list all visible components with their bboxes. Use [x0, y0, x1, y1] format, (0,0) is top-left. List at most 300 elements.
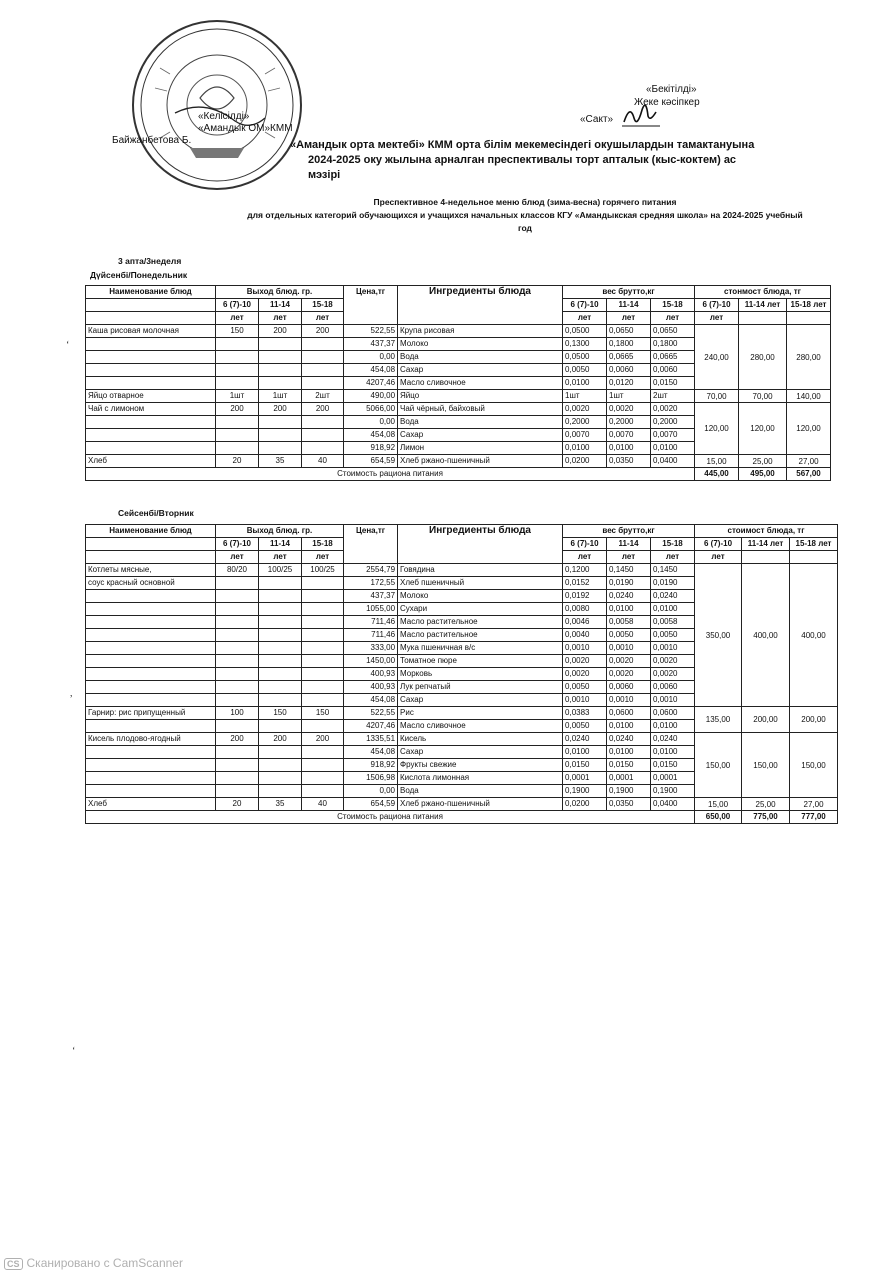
dish-cost-cell: 150,00 — [695, 733, 742, 798]
total-cost-cell: 445,00 — [695, 468, 739, 481]
table-row — [86, 325, 831, 338]
col-price-header — [344, 286, 398, 325]
price-cell: 454,08 — [344, 746, 398, 759]
price-cell: 1335,51 — [344, 733, 398, 746]
yield-cell: 150 — [259, 707, 302, 720]
gross-weight-cell: 0,0010 — [607, 694, 651, 707]
price-cell: 918,92 — [344, 442, 398, 455]
ingredient-cell: Томатное пюре — [398, 655, 563, 668]
yield-cell — [302, 746, 344, 759]
gross-weight-cell: 0,0050 — [607, 629, 651, 642]
gross-weight-cell: 0,0240 — [607, 590, 651, 603]
yield-cell: 200 — [216, 403, 259, 416]
dish-cost-cell: 70,00 — [739, 390, 787, 403]
yield-cell: 200 — [259, 403, 302, 416]
ingredient-cell: Сахар — [398, 694, 563, 707]
yield-cell — [216, 377, 259, 390]
yield-cell — [302, 668, 344, 681]
ingredient-cell: Хлеб пшеничный — [398, 577, 563, 590]
ingredient-cell: Рис — [398, 707, 563, 720]
ingredient-cell: Хлеб ржано-пшеничный — [398, 798, 563, 811]
gross-weight-cell: 0,2000 — [651, 416, 695, 429]
dish-cost-cell: 200,00 — [790, 707, 838, 733]
price-cell: 454,08 — [344, 694, 398, 707]
price-cell: 4207,46 — [344, 720, 398, 733]
gross-weight-cell: 0,0600 — [651, 707, 695, 720]
agreed-block — [112, 111, 293, 147]
gross-weight-cell: 0,0020 — [563, 668, 607, 681]
total-row — [86, 468, 831, 481]
gross-weight-cell: 0,0001 — [563, 772, 607, 785]
yield-cell — [259, 746, 302, 759]
price-cell: 0,00 — [344, 416, 398, 429]
price-cell: 400,93 — [344, 681, 398, 694]
gross-weight-cell: 0,0060 — [651, 364, 695, 377]
yield-cell — [216, 759, 259, 772]
kazakh-title-line-1: «Амандык орта мектебi» КММ орта бiлiм мекемесiндегi окушылардын тамактануына — [290, 139, 755, 151]
dish-name-cell: соус красный основной — [86, 577, 216, 590]
gross-weight-cell: 0,0100 — [607, 720, 651, 733]
dish-name-cell — [86, 759, 216, 772]
week-label: 3 апта/3неделя — [118, 256, 182, 266]
gross-weight-cell: 0,0020 — [651, 403, 695, 416]
gross-weight-cell: 0,0665 — [607, 351, 651, 364]
total-cost-cell: 777,00 — [790, 811, 838, 824]
dish-name-cell: Кисель плодово-ягодный — [86, 733, 216, 746]
yield-cell — [302, 616, 344, 629]
ingredient-cell: Кислота лимонная — [398, 772, 563, 785]
gross-weight-cell: 0,0060 — [607, 681, 651, 694]
gross-weight-cell: 0,2000 — [563, 416, 607, 429]
dish-name-cell — [86, 429, 216, 442]
yield-cell — [216, 681, 259, 694]
gross-weight-cell: 0,1900 — [563, 785, 607, 798]
gross-weight-cell: 0,1900 — [651, 785, 695, 798]
table-row — [86, 733, 838, 746]
russian-title — [210, 196, 840, 235]
gross-weight-cell: 0,1200 — [563, 564, 607, 577]
gross-weight-cell: 0,1450 — [651, 564, 695, 577]
scan-mark: , — [70, 688, 73, 699]
gross-weight-cell: 0,0650 — [607, 325, 651, 338]
total-cost-cell: 495,00 — [739, 468, 787, 481]
gross-weight-cell: 0,0058 — [651, 616, 695, 629]
kazakh-title — [290, 138, 760, 183]
yield-cell — [216, 577, 259, 590]
russian-title-line-1: Преспективное 4-недельное меню блюд (зима-весна) горячего питания — [373, 197, 677, 207]
yield-cell — [259, 681, 302, 694]
gross-weight-cell: 0,0100 — [651, 746, 695, 759]
empty-cell — [742, 551, 790, 564]
col-yield-header: Выход блюд. гр. — [216, 286, 344, 299]
monday-menu-table — [85, 285, 831, 481]
yield-cell: 200 — [216, 733, 259, 746]
yield-cell — [216, 429, 259, 442]
gross-weight-cell: 0,0060 — [607, 364, 651, 377]
age-15-18: 15-18 — [302, 538, 344, 551]
yield-cell — [259, 668, 302, 681]
yield-cell — [259, 785, 302, 798]
yield-cell: 200 — [259, 325, 302, 338]
tuesday-label: Сейсенбi/Вторник — [118, 508, 194, 518]
gross-weight-cell: 0,0001 — [607, 772, 651, 785]
yield-cell — [216, 668, 259, 681]
gross-weight-cell: 0,0500 — [563, 351, 607, 364]
cost-age-15-18: 15-18 лет — [790, 538, 838, 551]
tuesday-table-body — [86, 525, 838, 824]
col-ingredients-header — [398, 525, 563, 564]
yield-cell: 1шт — [216, 390, 259, 403]
price-cell: 0,00 — [344, 351, 398, 364]
dish-cost-cell: 120,00 — [739, 403, 787, 455]
gross-weight-cell: 0,1800 — [651, 338, 695, 351]
yield-cell — [259, 720, 302, 733]
gross-weight-cell: 0,2000 — [607, 416, 651, 429]
gross-weight-cell: 0,0020 — [607, 403, 651, 416]
yield-cell — [216, 694, 259, 707]
dish-name-cell — [86, 629, 216, 642]
yield-cell — [302, 364, 344, 377]
dish-name-cell — [86, 668, 216, 681]
cost-age-15-18: 15-18 лет — [787, 299, 831, 312]
yield-cell — [302, 759, 344, 772]
yield-cell — [216, 590, 259, 603]
gross-weight-cell: 0,0070 — [563, 429, 607, 442]
empty-cell — [86, 312, 216, 325]
total-label: Стоимость рациона питания — [86, 468, 695, 481]
dish-cost-cell: 25,00 — [739, 455, 787, 468]
dish-name-cell — [86, 642, 216, 655]
ingredient-cell: Хлеб ржано-пшеничный — [398, 455, 563, 468]
yield-cell: 40 — [302, 455, 344, 468]
yield-cell — [259, 655, 302, 668]
dish-name-cell: Хлеб — [86, 798, 216, 811]
yield-cell — [302, 642, 344, 655]
dish-name-cell — [86, 655, 216, 668]
empty-cell — [86, 299, 216, 312]
years-label: лет — [216, 312, 259, 325]
dish-name-cell: Хлеб — [86, 455, 216, 468]
gross-weight-cell: 0,0240 — [563, 733, 607, 746]
yield-cell — [259, 590, 302, 603]
empty-cell — [86, 538, 216, 551]
cost-age-11-14: 11-14 лет — [742, 538, 790, 551]
dish-name-cell: Чай с лимоном — [86, 403, 216, 416]
yield-cell — [302, 577, 344, 590]
dish-name-cell — [86, 746, 216, 759]
ingredient-cell: Лук репчатый — [398, 681, 563, 694]
dish-name-cell — [86, 442, 216, 455]
yield-cell: 80/20 — [216, 564, 259, 577]
years-label: лет — [651, 312, 695, 325]
yield-cell: 100/25 — [302, 564, 344, 577]
yield-cell: 200 — [302, 733, 344, 746]
ingredient-cell: Вода — [398, 416, 563, 429]
ingredient-cell: Мука пшеничная в/с — [398, 642, 563, 655]
col-ingredients-header — [398, 286, 563, 325]
ingredient-cell: Лимон — [398, 442, 563, 455]
gross-age-6-10: 6 (7)-10 — [563, 538, 607, 551]
gross-weight-cell: 0,0100 — [563, 746, 607, 759]
ingredient-cell: Масло растительное — [398, 616, 563, 629]
yield-cell: 2шт — [302, 390, 344, 403]
price-cell: 454,08 — [344, 429, 398, 442]
agreed-person: Байжанбетова Б. — [112, 135, 192, 146]
yield-cell: 200 — [302, 325, 344, 338]
yield-cell — [302, 590, 344, 603]
gross-weight-cell: 0,0060 — [651, 681, 695, 694]
gross-weight-cell: 0,0100 — [651, 720, 695, 733]
yield-cell: 100 — [216, 707, 259, 720]
dish-cost-cell: 400,00 — [742, 564, 790, 707]
yield-cell — [259, 642, 302, 655]
col-price-header-text: Цена,тг — [355, 287, 386, 296]
gross-weight-cell: 0,0050 — [563, 364, 607, 377]
gross-weight-cell: 0,0020 — [563, 655, 607, 668]
table-row — [86, 707, 838, 720]
gross-weight-cell: 0,0040 — [563, 629, 607, 642]
price-cell: 5066,00 — [344, 403, 398, 416]
col-name-header: Наименование блюд — [86, 286, 216, 299]
yield-cell — [216, 746, 259, 759]
ingredient-cell: Сахар — [398, 364, 563, 377]
dish-cost-cell: 280,00 — [739, 325, 787, 390]
yield-cell: 40 — [302, 798, 344, 811]
ingredient-cell: Сахар — [398, 746, 563, 759]
yield-cell: 1шт — [259, 390, 302, 403]
gross-weight-cell: 0,0152 — [563, 577, 607, 590]
dish-cost-cell: 140,00 — [787, 390, 831, 403]
gross-weight-cell: 0,0100 — [607, 603, 651, 616]
price-cell: 522,55 — [344, 707, 398, 720]
gross-weight-cell: 0,0192 — [563, 590, 607, 603]
total-cost-cell: 650,00 — [695, 811, 742, 824]
dish-cost-cell: 135,00 — [695, 707, 742, 733]
gross-weight-cell: 0,0120 — [607, 377, 651, 390]
gross-weight-cell: 0,0020 — [651, 668, 695, 681]
gross-weight-cell: 0,0240 — [607, 733, 651, 746]
col-name-header: Наименование блюд — [86, 525, 216, 538]
dish-cost-cell: 280,00 — [787, 325, 831, 390]
age-6-10: 6 (7)-10 — [216, 299, 259, 312]
dish-cost-cell: 150,00 — [790, 733, 838, 798]
yield-cell — [302, 681, 344, 694]
gross-weight-cell: 0,0050 — [651, 629, 695, 642]
gross-weight-cell: 0,0350 — [607, 455, 651, 468]
ingredient-cell: Вода — [398, 351, 563, 364]
gross-weight-cell: 0,1450 — [607, 564, 651, 577]
price-cell: 654,59 — [344, 455, 398, 468]
dish-name-cell — [86, 616, 216, 629]
yield-cell: 35 — [259, 455, 302, 468]
gross-weight-cell: 0,0100 — [563, 442, 607, 455]
gross-weight-cell: 0,0240 — [651, 590, 695, 603]
price-cell: 711,46 — [344, 616, 398, 629]
yield-cell: 150 — [302, 707, 344, 720]
gross-weight-cell: 0,0020 — [607, 655, 651, 668]
camscanner-watermark — [4, 1256, 183, 1270]
gross-weight-cell: 0,0010 — [651, 694, 695, 707]
dish-name-cell — [86, 720, 216, 733]
col-price-header — [344, 525, 398, 564]
price-cell: 711,46 — [344, 629, 398, 642]
gross-weight-cell: 0,1900 — [607, 785, 651, 798]
yield-cell — [259, 694, 302, 707]
price-cell: 437,37 — [344, 338, 398, 351]
monday-label: Дүйсенбi/Понедельник — [90, 270, 188, 280]
gross-age-15-18: 15-18 — [651, 299, 695, 312]
years-label: лет — [563, 312, 607, 325]
dish-name-cell — [86, 364, 216, 377]
yield-cell — [259, 416, 302, 429]
approved-label: «Бекiтiлдi» — [646, 84, 697, 95]
yield-cell — [216, 442, 259, 455]
yield-cell: 20 — [216, 798, 259, 811]
approved-position: Жеке кәсiпкер — [634, 97, 700, 108]
dish-cost-cell: 120,00 — [787, 403, 831, 455]
gross-weight-cell: 0,0010 — [607, 642, 651, 655]
russian-title-line-3: год — [518, 223, 532, 233]
yield-cell: 150 — [216, 325, 259, 338]
yield-cell — [259, 772, 302, 785]
header-row — [86, 525, 838, 538]
years-label: лет — [259, 551, 302, 564]
russian-title-line-2: для отдельных категорий обучающихся и учащихся начальных классов КГУ «Амандыкская средняя школа» на 2024-2025 учебный — [247, 210, 803, 220]
round-seal-stamp — [130, 18, 305, 193]
dish-cost-cell: 200,00 — [742, 707, 790, 733]
header-row — [86, 286, 831, 299]
price-cell: 4207,46 — [344, 377, 398, 390]
age-11-14: 11-14 — [259, 538, 302, 551]
table-row — [86, 390, 831, 403]
gross-weight-cell: 0,0500 — [563, 325, 607, 338]
years-label: лет — [695, 551, 742, 564]
ingredient-cell: Крупа рисовая — [398, 325, 563, 338]
yield-cell — [259, 429, 302, 442]
gross-age-15-18: 15-18 — [651, 538, 695, 551]
dish-name-cell — [86, 681, 216, 694]
empty-cell — [787, 312, 831, 325]
gross-weight-cell: 0,0650 — [651, 325, 695, 338]
scan-mark: ‘ — [66, 340, 70, 351]
ingredient-cell: Масло сливочное — [398, 720, 563, 733]
years-label: лет — [607, 312, 651, 325]
years-label: лет — [607, 551, 651, 564]
ingredient-cell: Вода — [398, 785, 563, 798]
gross-weight-cell: 2шт — [651, 390, 695, 403]
yield-cell — [302, 720, 344, 733]
yield-cell — [216, 772, 259, 785]
dish-cost-cell: 120,00 — [695, 403, 739, 455]
gross-weight-cell: 0,0400 — [651, 798, 695, 811]
gross-weight-cell: 0,0150 — [563, 759, 607, 772]
total-row — [86, 811, 838, 824]
dish-cost-cell: 150,00 — [742, 733, 790, 798]
table-row — [86, 455, 831, 468]
camscanner-text: Сканировано с CamScanner — [26, 1256, 183, 1270]
agreed-organization: «Амандык ОМ»КММ — [198, 123, 293, 134]
gross-age-11-14: 11-14 — [607, 299, 651, 312]
yield-cell — [259, 338, 302, 351]
gross-weight-cell: 0,0010 — [563, 642, 607, 655]
gross-weight-cell: 0,0350 — [607, 798, 651, 811]
yield-cell — [259, 759, 302, 772]
gross-weight-cell: 0,1300 — [563, 338, 607, 351]
price-cell: 172,55 — [344, 577, 398, 590]
yield-cell: 35 — [259, 798, 302, 811]
gross-weight-cell: 0,1800 — [607, 338, 651, 351]
gross-weight-cell: 0,0050 — [563, 681, 607, 694]
gross-weight-cell: 1шт — [607, 390, 651, 403]
gross-weight-cell: 0,0046 — [563, 616, 607, 629]
gross-weight-cell: 0,0665 — [651, 351, 695, 364]
gross-weight-cell: 0,0001 — [651, 772, 695, 785]
gross-weight-cell: 0,0070 — [607, 429, 651, 442]
dish-name-cell — [86, 338, 216, 351]
dish-name-cell: Каша рисовая молочная — [86, 325, 216, 338]
col-gross-header: вес брутто,кг — [563, 286, 695, 299]
gross-weight-cell: 0,0383 — [563, 707, 607, 720]
years-label: лет — [563, 551, 607, 564]
price-cell: 1506,98 — [344, 772, 398, 785]
monday-table-body — [86, 286, 831, 481]
table-row — [86, 564, 838, 577]
yield-cell — [302, 603, 344, 616]
yield-cell — [302, 694, 344, 707]
empty-cell — [739, 312, 787, 325]
ingredient-cell: Молоко — [398, 590, 563, 603]
dish-name-cell — [86, 590, 216, 603]
yield-cell — [216, 603, 259, 616]
ingredient-cell: Масло сливочное — [398, 377, 563, 390]
yield-cell — [302, 442, 344, 455]
table-row — [86, 403, 831, 416]
yield-cell — [259, 442, 302, 455]
yield-cell — [259, 577, 302, 590]
yield-cell — [302, 416, 344, 429]
ingredient-cell: Яйцо — [398, 390, 563, 403]
price-cell: 654,59 — [344, 798, 398, 811]
approved-person: «Сакт» — [580, 114, 614, 125]
price-cell: 1055,00 — [344, 603, 398, 616]
price-cell: 333,00 — [344, 642, 398, 655]
yield-cell — [302, 629, 344, 642]
yield-cell: 200 — [302, 403, 344, 416]
ingredient-cell: Молоко — [398, 338, 563, 351]
col-gross-header: вес брутто,кг — [563, 525, 695, 538]
yield-cell — [216, 364, 259, 377]
yield-cell — [259, 364, 302, 377]
age-11-14: 11-14 — [259, 299, 302, 312]
gross-weight-cell: 0,0200 — [563, 455, 607, 468]
age-6-10: 6 (7)-10 — [216, 538, 259, 551]
yield-cell: 20 — [216, 455, 259, 468]
gross-weight-cell: 0,0600 — [607, 707, 651, 720]
price-cell: 490,00 — [344, 390, 398, 403]
yield-cell — [259, 377, 302, 390]
dish-cost-cell: 27,00 — [787, 455, 831, 468]
table-row — [86, 798, 838, 811]
years-label: лет — [651, 551, 695, 564]
signature-mark — [620, 100, 670, 130]
col-ingredients-header-text: Ингредиенты блюда — [429, 525, 531, 536]
col-price-header-text: Цена,тг — [355, 526, 386, 535]
cost-age-6-10: 6 (7)-10 — [695, 299, 739, 312]
dish-name-cell — [86, 694, 216, 707]
gross-weight-cell: 0,0150 — [607, 759, 651, 772]
gross-weight-cell: 0,0190 — [651, 577, 695, 590]
price-cell: 400,93 — [344, 668, 398, 681]
